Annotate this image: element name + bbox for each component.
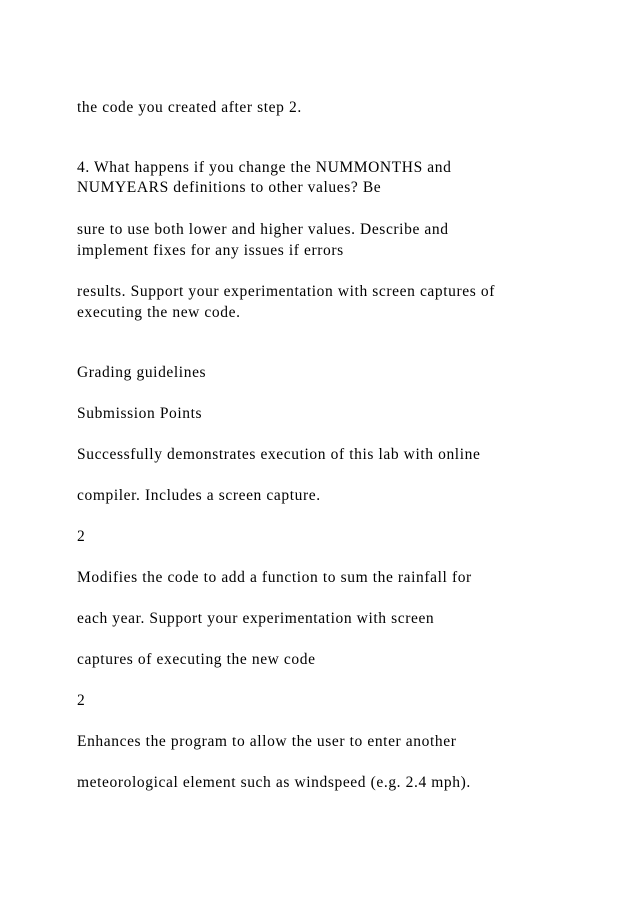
section-heading: Grading guidelines — [77, 364, 207, 381]
text-line: captures of executing the new code — [77, 651, 316, 668]
points-value: 2 — [77, 528, 86, 545]
table-header: Submission Points — [77, 405, 203, 422]
text-line: 4. What happens if you change the NUMMONTHS and — [77, 159, 452, 176]
text-line: meteorological element such as windspeed (e.g. 2.4 mph). — [77, 774, 471, 791]
text-line: executing the new code. — [77, 304, 241, 321]
text-line: compiler. Includes a screen capture. — [77, 487, 321, 504]
text-line: Modifies the code to add a function to sum the rainfall for — [77, 569, 472, 586]
text-line: NUMYEARS definitions to other values? Be — [77, 179, 382, 196]
text-line: implement fixes for any issues if errors — [77, 242, 344, 259]
text-line: each year. Support your experimentation with screen — [77, 610, 435, 627]
text-line: results. Support your experimentation with screen captures of — [77, 283, 495, 300]
text-line: the code you created after step 2. — [77, 99, 302, 116]
text-line: Successfully demonstrates execution of this lab with online — [77, 446, 481, 463]
text-line: sure to use both lower and higher values. Describe and — [77, 221, 449, 238]
points-value: 2 — [77, 692, 86, 709]
text-line: Enhances the program to allow the user to enter another — [77, 733, 457, 750]
